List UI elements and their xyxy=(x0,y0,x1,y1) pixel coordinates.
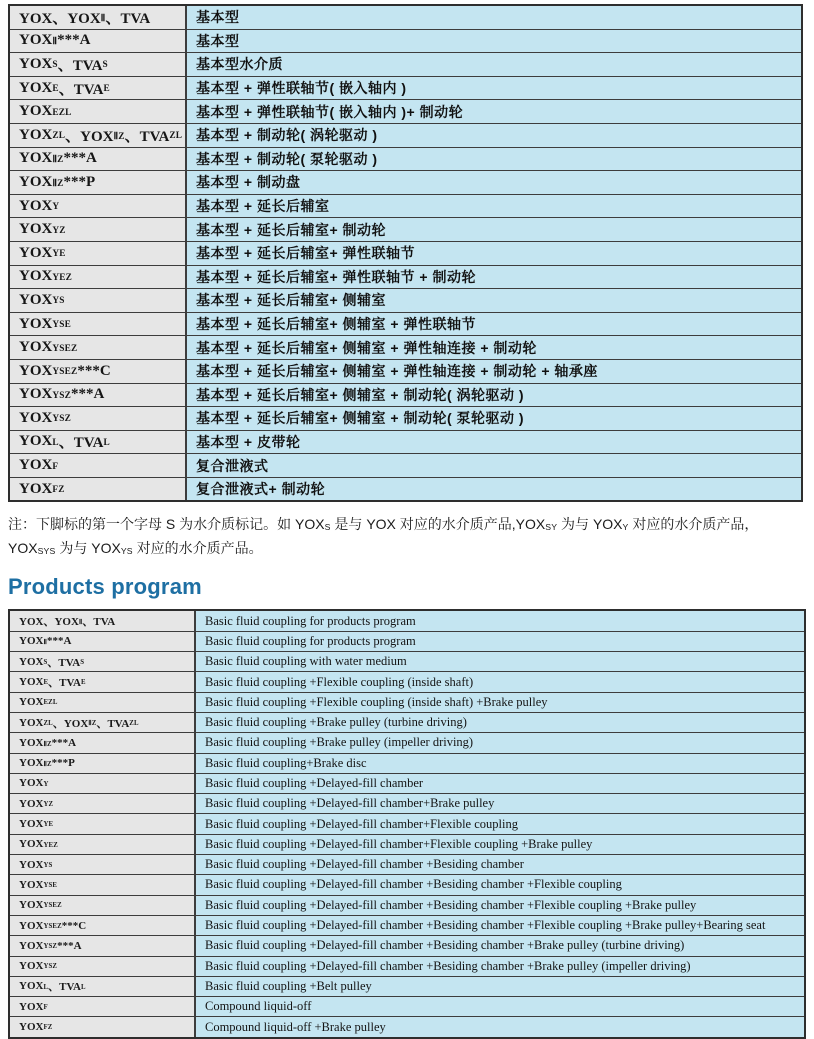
footnote-line-2 xyxy=(8,537,808,561)
model-subscript: Y xyxy=(622,522,629,533)
text-run: YOX xyxy=(19,757,44,770)
table-row xyxy=(10,242,801,266)
model-cell xyxy=(10,242,187,265)
text-run: ***A xyxy=(51,736,77,749)
model-cell xyxy=(10,53,187,76)
text-run: YOX xyxy=(19,173,53,190)
model-table-english xyxy=(8,609,806,1038)
model-cell xyxy=(10,936,196,955)
table-row xyxy=(10,794,804,814)
model-cell xyxy=(10,916,196,935)
table-row xyxy=(10,774,804,794)
description-cell: Basic fluid coupling +Brake pulley (impeller driving) xyxy=(196,733,804,752)
text-run: YOX xyxy=(19,899,44,912)
text-run: 、TVA xyxy=(82,616,116,629)
description-cell: Basic fluid coupling +Delayed-fill chamber +Besiding chamber xyxy=(196,855,804,874)
model-subscript: ⅡZ xyxy=(43,740,52,748)
model-subscript: YZ xyxy=(52,225,66,236)
text-run: YOX xyxy=(19,980,44,993)
description-cell: Basic fluid coupling +Delayed-fill chamber+Brake pulley xyxy=(196,794,804,813)
text-run: YOX xyxy=(19,32,53,49)
text-run: YOX xyxy=(19,635,44,648)
table-row xyxy=(10,733,804,753)
model-subscript: YSZ xyxy=(52,390,71,401)
table-row xyxy=(10,336,801,360)
table-row xyxy=(10,77,801,101)
table-row xyxy=(10,454,801,478)
model-cell xyxy=(10,1017,196,1036)
text-run: 对应的水介质产品。 xyxy=(132,540,263,557)
model-subscript: FZ xyxy=(52,485,65,496)
text-run: YOX xyxy=(19,315,53,332)
text-run: 、TVA xyxy=(96,717,130,730)
text-run: YOX xyxy=(19,339,53,356)
text-run: 、YOX xyxy=(65,128,114,145)
model-subscript: YZ xyxy=(43,800,54,808)
model-cell xyxy=(10,313,187,336)
model-cell xyxy=(10,794,196,813)
table-row xyxy=(10,814,804,834)
table-row xyxy=(10,1017,804,1036)
text-run: 为与 YOX xyxy=(557,516,623,533)
model-subscript: YSZ xyxy=(43,963,58,971)
table-row xyxy=(10,6,801,30)
model-subscript: S xyxy=(324,522,331,533)
model-cell xyxy=(10,77,187,100)
model-cell xyxy=(10,360,187,383)
description-cell: 基本型 + 弹性联轴节( 嵌入轴内 )+ 制动轮 xyxy=(187,100,801,123)
description-cell: 基本型 + 延长后辅室+ 弹性联轴节 xyxy=(187,242,801,265)
text-run: ***P xyxy=(63,173,96,190)
model-subscript: ZL xyxy=(52,131,66,142)
model-cell xyxy=(10,855,196,874)
table-row xyxy=(10,936,804,956)
description-cell: 基本型水介质 xyxy=(187,53,801,76)
text-run: 为与 YOX xyxy=(55,540,121,557)
table-row xyxy=(10,431,801,455)
model-cell xyxy=(10,148,187,171)
model-cell xyxy=(10,407,187,430)
model-subscript: Ⅱ xyxy=(100,13,106,24)
text-run: ***A xyxy=(63,150,97,167)
model-subscript: FZ xyxy=(43,1024,53,1032)
text-run: 、TVA xyxy=(124,128,170,145)
model-cell xyxy=(10,384,187,407)
model-subscript: ZL xyxy=(43,719,53,727)
model-subscript: Y xyxy=(52,201,60,212)
description-cell: 基本型 + 延长后辅室+ 侧辅室 + 弹性轴连接 + 制动轮 xyxy=(187,336,801,359)
table-row xyxy=(10,195,801,219)
model-subscript: E xyxy=(80,679,86,687)
description-cell: 复合泄液式+ 制动轮 xyxy=(187,478,801,501)
text-run: YOX xyxy=(19,939,44,952)
model-subscript: YE xyxy=(52,249,66,260)
model-subscript: F xyxy=(43,1003,48,1011)
description-cell: Basic fluid coupling +Delayed-fill chamber +Besiding chamber +Flexible coupling xyxy=(196,875,804,894)
text-run: YOX xyxy=(19,244,53,261)
model-subscript: YSE xyxy=(52,319,71,330)
text-run: YOX xyxy=(19,55,53,72)
model-cell xyxy=(10,124,187,147)
text-run: 、TVA xyxy=(47,656,81,669)
table-row xyxy=(10,835,804,855)
model-subscript: YS xyxy=(52,296,65,307)
table-row xyxy=(10,124,801,148)
model-cell xyxy=(10,977,196,996)
model-cell xyxy=(10,30,187,53)
text-run: 、TVA xyxy=(48,677,81,689)
model-subscript: L xyxy=(80,983,86,991)
table-row xyxy=(10,30,801,54)
model-cell xyxy=(10,733,196,752)
text-run: YOX xyxy=(19,126,53,143)
model-cell xyxy=(10,875,196,894)
model-cell xyxy=(10,431,187,454)
table-row xyxy=(10,855,804,875)
table-row xyxy=(10,713,804,733)
model-cell xyxy=(10,774,196,793)
model-cell xyxy=(10,454,187,477)
description-cell: 基本型 + 弹性联轴节( 嵌入轴内 ) xyxy=(187,77,801,100)
text-run: YOX xyxy=(19,291,53,308)
text-run: YOX xyxy=(19,480,53,497)
model-cell xyxy=(10,100,187,123)
model-subscript: YSZ xyxy=(52,414,71,425)
description-cell: Basic fluid coupling +Flexible coupling (inside shaft) xyxy=(196,672,804,691)
description-cell: 基本型 xyxy=(187,30,801,53)
model-cell xyxy=(10,289,187,312)
table-row xyxy=(10,977,804,997)
description-cell: Basic fluid coupling +Delayed-fill chamber xyxy=(196,774,804,793)
model-subscript: E xyxy=(43,679,49,687)
description-cell: Basic fluid coupling for products program xyxy=(196,611,804,630)
model-cell xyxy=(10,835,196,854)
text-run: YOX、YOX xyxy=(19,616,79,629)
model-subscript: F xyxy=(52,461,59,472)
text-run: YOX xyxy=(19,878,44,891)
text-run: YOX xyxy=(19,433,53,450)
description-cell: 基本型 + 延长后辅室+ 制动轮 xyxy=(187,218,801,241)
table-row xyxy=(10,997,804,1017)
model-cell xyxy=(10,713,196,732)
text-run: YOX xyxy=(19,716,44,729)
text-run: 对应的水介质产品， xyxy=(628,516,759,533)
text-run: ***C xyxy=(77,362,111,379)
model-cell xyxy=(10,652,196,671)
text-run: ***A xyxy=(71,386,105,403)
description-cell: Basic fluid coupling+Brake disc xyxy=(196,754,804,773)
description-cell: Basic fluid coupling +Belt pulley xyxy=(196,977,804,996)
model-subscript: ⅡZ xyxy=(113,131,125,142)
text-run: YOX xyxy=(19,1000,44,1013)
text-run: YOX xyxy=(19,79,53,96)
model-subscript: L xyxy=(52,437,59,448)
description-cell: 基本型 + 延长后辅室 xyxy=(187,195,801,218)
text-run: YOX xyxy=(19,409,53,426)
model-subscript: L xyxy=(103,437,110,448)
model-subscript: YSE xyxy=(43,882,58,890)
model-subscript: EZL xyxy=(43,699,58,707)
model-cell xyxy=(10,957,196,976)
description-cell: 复合泄液式 xyxy=(187,454,801,477)
model-subscript: YEZ xyxy=(52,272,73,283)
model-subscript: YE xyxy=(43,821,54,829)
text-run: ***A xyxy=(57,939,82,952)
description-cell: 基本型 xyxy=(187,6,801,29)
model-cell xyxy=(10,266,187,289)
model-subscript: YSZ xyxy=(43,943,58,951)
description-cell: 基本型 + 延长后辅室+ 侧辅室 + 弹性轴连接 + 制动轮 + 轴承座 xyxy=(187,360,801,383)
text-run: YOX xyxy=(19,268,53,285)
text-run: 注：下脚标的第一个字母 S 为水介质标记。如 YOX xyxy=(8,516,325,533)
description-cell: 基本型 + 制动轮( 泵轮驱动 ) xyxy=(187,148,801,171)
text-run: YOX xyxy=(19,1021,44,1034)
model-subscript: S xyxy=(43,658,48,666)
table-row xyxy=(10,407,801,431)
description-cell: Basic fluid coupling for products program xyxy=(196,632,804,651)
model-subscript: ⅡZ xyxy=(52,155,64,166)
model-subscript: Ⅱ xyxy=(52,37,58,48)
text-run: YOX xyxy=(19,676,44,688)
table-row xyxy=(10,171,801,195)
text-run: YOX xyxy=(19,838,44,851)
model-cell xyxy=(10,478,187,501)
model-subscript: S xyxy=(80,658,85,666)
table-row xyxy=(10,916,804,936)
text-run: ***C xyxy=(61,919,87,932)
model-subscript: ZL xyxy=(129,719,139,727)
table-row xyxy=(10,360,801,384)
text-run: ***A xyxy=(46,635,72,648)
text-run: YOX xyxy=(19,818,44,831)
model-subscript: Y xyxy=(43,780,49,788)
model-cell xyxy=(10,672,196,691)
text-run: ***A xyxy=(57,32,91,49)
model-cell xyxy=(10,632,196,651)
description-cell: Basic fluid coupling +Delayed-fill chamber +Besiding chamber +Flexible coupling +Brake pulley+Bearing seat xyxy=(196,916,804,935)
footnote xyxy=(8,513,808,561)
model-subscript: YSEZ xyxy=(52,343,78,354)
model-subscript: ⅡZ xyxy=(88,720,97,728)
table-row xyxy=(10,289,801,313)
text-run: YOX xyxy=(19,960,44,973)
table-row xyxy=(10,754,804,774)
model-cell xyxy=(10,754,196,773)
model-subscript: Ⅱ xyxy=(43,639,47,647)
model-cell xyxy=(10,171,187,194)
model-table-chinese xyxy=(8,4,803,502)
catalog-page xyxy=(0,4,814,1034)
model-cell xyxy=(10,6,187,29)
table-row xyxy=(10,100,801,124)
table-row xyxy=(10,693,804,713)
model-subscript: E xyxy=(103,84,110,94)
table-row xyxy=(10,148,801,172)
text-run: 、TVA xyxy=(57,57,103,74)
table-row xyxy=(10,632,804,652)
text-run: YOX xyxy=(19,362,53,379)
description-cell: 基本型 + 延长后辅室+ 弹性联轴节 + 制动轮 xyxy=(187,266,801,289)
table-row xyxy=(10,384,801,408)
text-run: 、TVA xyxy=(48,981,81,994)
model-subscript: Ⅱ xyxy=(78,618,83,626)
description-cell: Basic fluid coupling with water medium xyxy=(196,652,804,671)
footnote-line-1 xyxy=(8,513,808,537)
model-cell xyxy=(10,611,196,630)
description-cell: Basic fluid coupling +Flexible coupling (inside shaft) +Brake pulley xyxy=(196,693,804,712)
description-cell: 基本型 + 延长后辅室+ 侧辅室 + 制动轮( 涡轮驱动 ) xyxy=(187,384,801,407)
model-subscript: YSEZ xyxy=(43,922,62,930)
model-subscript: YEZ xyxy=(43,841,58,849)
text-run: YOX xyxy=(19,858,44,871)
model-cell xyxy=(10,997,196,1016)
text-run: 是与 YOX 对应的水介质产品,YOX xyxy=(330,516,546,533)
text-run: YOX、YOX xyxy=(19,10,101,27)
table-row xyxy=(10,313,801,337)
model-subscript: L xyxy=(43,983,49,991)
model-subscript: ⅡZ xyxy=(52,178,64,189)
model-subscript: E xyxy=(52,84,59,94)
model-subscript: SY xyxy=(545,522,558,533)
description-cell: Compound liquid-off xyxy=(196,997,804,1016)
model-subscript: ⅡZ xyxy=(43,760,52,768)
description-cell: Basic fluid coupling +Delayed-fill chamber+Flexible coupling +Brake pulley xyxy=(196,835,804,854)
text-run: YOX xyxy=(19,386,53,403)
text-run: 、YOX xyxy=(52,717,89,730)
text-run: YOX xyxy=(19,655,44,668)
model-subscript: YS xyxy=(120,546,133,557)
model-subscript: YSEZ xyxy=(43,902,62,910)
text-run: 、TVA xyxy=(58,81,104,98)
model-subscript: SYS xyxy=(37,546,56,557)
table-row xyxy=(10,53,801,77)
description-cell: Basic fluid coupling +Delayed-fill chamber +Besiding chamber +Brake pulley (impeller driving) xyxy=(196,957,804,976)
description-cell: Basic fluid coupling +Delayed-fill chamber +Besiding chamber +Brake pulley (turbine driving) xyxy=(196,936,804,955)
table-row xyxy=(10,478,801,501)
table-row xyxy=(10,218,801,242)
model-cell xyxy=(10,336,187,359)
text-run: YOX xyxy=(19,221,53,238)
text-run: YOX xyxy=(19,150,53,167)
description-cell: 基本型 + 制动轮( 涡轮驱动 ) xyxy=(187,124,801,147)
description-cell: Basic fluid coupling +Delayed-fill chamber+Flexible coupling xyxy=(196,814,804,833)
description-cell: 基本型 + 延长后辅室+ 侧辅室 + 制动轮( 泵轮驱动 ) xyxy=(187,407,801,430)
text-run: YOX xyxy=(19,919,44,932)
model-subscript: EZL xyxy=(52,107,72,118)
table-row xyxy=(10,957,804,977)
table-row xyxy=(10,611,804,631)
description-cell: 基本型 + 延长后辅室+ 侧辅室 + 弹性联轴节 xyxy=(187,313,801,336)
model-cell xyxy=(10,896,196,915)
description-cell: 基本型 + 皮带轮 xyxy=(187,431,801,454)
model-subscript: YS xyxy=(43,861,53,869)
section-heading: Products program xyxy=(8,574,202,600)
model-subscript: S xyxy=(102,60,108,71)
model-subscript: ZL xyxy=(169,131,183,142)
model-cell xyxy=(10,814,196,833)
model-cell xyxy=(10,195,187,218)
text-run: YOX xyxy=(19,103,53,120)
table-row xyxy=(10,672,804,692)
model-cell xyxy=(10,693,196,712)
table-row xyxy=(10,652,804,672)
text-run: 、TVA xyxy=(58,435,104,452)
text-run: 、TVA xyxy=(105,10,151,27)
table-row xyxy=(10,266,801,290)
text-run: YOX xyxy=(19,696,44,709)
model-cell xyxy=(10,218,187,241)
description-cell: Compound liquid-off +Brake pulley xyxy=(196,1017,804,1036)
description-cell: Basic fluid coupling +Brake pulley (turbine driving) xyxy=(196,713,804,732)
text-run: YOX xyxy=(19,797,44,810)
text-run: YOX xyxy=(19,777,44,790)
model-subscript: S xyxy=(52,60,58,71)
text-run: YOX xyxy=(19,736,44,749)
text-run: ***P xyxy=(51,757,75,770)
description-cell: 基本型 + 制动盘 xyxy=(187,171,801,194)
text-run: YOX xyxy=(19,197,53,214)
description-cell: Basic fluid coupling +Delayed-fill chamber +Besiding chamber +Flexible coupling +Brake pulley xyxy=(196,896,804,915)
description-cell: 基本型 + 延长后辅室+ 侧辅室 xyxy=(187,289,801,312)
model-subscript: YSEZ xyxy=(52,367,78,378)
text-run: YOX xyxy=(19,457,53,474)
table-row xyxy=(10,896,804,916)
text-run: YOX xyxy=(8,540,38,557)
table-row xyxy=(10,875,804,895)
